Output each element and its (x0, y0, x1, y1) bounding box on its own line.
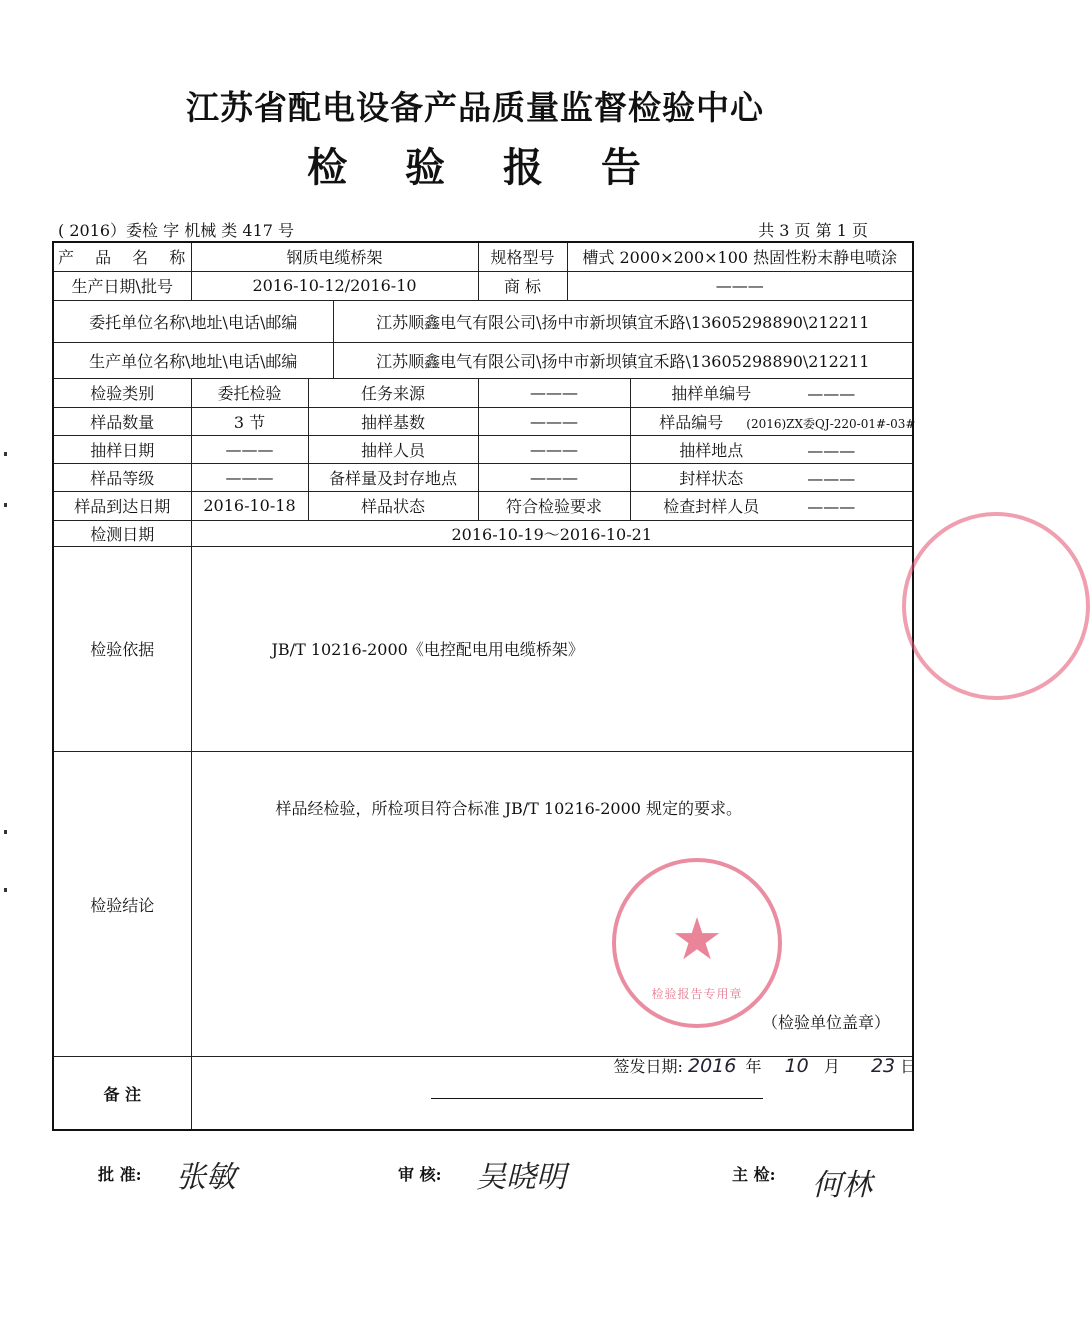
sample-no-value: (2016)ZX委QJ-220-01#-03# (746, 416, 916, 431)
label-cell (630, 463, 913, 491)
value-cell: ——— (478, 463, 630, 491)
scan-mark (4, 503, 7, 507)
table-row (53, 271, 913, 300)
value-cell: ——— (478, 378, 630, 407)
value-cell: 符合检验要求 (478, 491, 630, 520)
issuer-note: （检验单位盖章） (762, 1013, 891, 1033)
sign-day: 23 (870, 1055, 896, 1078)
chief-signature: 何林 (812, 1168, 872, 1203)
label-cell: 样品到达日期 (53, 491, 191, 520)
value-cell: ——— (191, 463, 308, 491)
approve-label: 批 准: (98, 1165, 142, 1184)
report-reference: ( 2016）委检 字 机械 类 417 号 (58, 221, 295, 240)
label-cell: 备 注 (53, 1057, 191, 1130)
edge-seal (902, 512, 1090, 700)
scan-mark (4, 830, 7, 834)
table-row (53, 300, 913, 342)
label-cell: 样品状态 (308, 491, 478, 520)
table-row (53, 378, 913, 407)
label-cell: 商 标 (478, 271, 567, 300)
seal-state-value: ——— (807, 468, 856, 488)
table-row (53, 546, 913, 751)
label-cell: 备样量及封存地点 (308, 463, 478, 491)
value-cell: 2016-10-18 (191, 491, 308, 520)
chief-label: 主 检: (732, 1165, 776, 1184)
label-cell: 样品等级 (53, 463, 191, 491)
value-cell: ——— (191, 435, 308, 463)
label-cell: 检测日期 (53, 520, 191, 546)
value-cell (191, 752, 917, 1078)
label-cell (630, 435, 913, 463)
seal-checker-value: ——— (807, 497, 856, 517)
seal-text: 检验报告专用章 (651, 987, 743, 1001)
conclusion-area (196, 796, 917, 1100)
sampling-place-value: ——— (807, 440, 856, 460)
approve-signature: 张敏 (176, 1160, 236, 1195)
value-cell (191, 546, 913, 751)
label-cell: 任务来源 (308, 378, 478, 407)
basis-text: JB/T 10216-2000《电控配电用电缆桥架》 (271, 640, 584, 660)
value-cell: 委托检验 (191, 378, 308, 407)
org-title: 江苏省配电设备产品质量监督检验中心 (186, 88, 764, 127)
label-cell: 样品数量 (53, 407, 191, 435)
inspection-table (52, 241, 917, 1131)
table-row (53, 491, 913, 520)
label-cell (630, 407, 916, 435)
sampling-place-label: 抽样地点 (679, 440, 744, 460)
scan-mark (4, 452, 7, 456)
label-cell (630, 378, 913, 407)
value-cell: 江苏顺鑫电气有限公司\扬中市新坝镇宜禾路\13605298890\212211 (333, 300, 913, 342)
star-icon: ★ (671, 905, 723, 973)
label-cell: 生产日期\批号 (53, 271, 191, 300)
label-cell (630, 491, 913, 520)
sign-month: 10 (784, 1055, 809, 1078)
label-cell: 检验依据 (53, 546, 191, 751)
review-signature: 吴晓明 (476, 1160, 566, 1195)
label-cell: 委托单位名称\地址\电话\邮编 (53, 300, 333, 342)
seal-state-label: 封样状态 (679, 468, 744, 488)
sign-date-label: 签发日期: (613, 1057, 683, 1077)
year-char: 年 (745, 1057, 762, 1077)
seal-checker-label: 检查封样人员 (663, 497, 760, 517)
report-title: 检 验 报 告 (307, 144, 663, 191)
value-cell: 钢质电缆桥架 (191, 242, 478, 271)
sign-date (614, 1054, 917, 1077)
table-row (53, 435, 913, 463)
label-cell: 抽样人员 (308, 435, 478, 463)
page-count: 共 3 页 第 1 页 (758, 221, 868, 240)
label-cell: 检验结论 (53, 752, 191, 1057)
table-row (53, 407, 913, 435)
review-label: 审 核: (398, 1165, 442, 1184)
day-char: 日 (900, 1057, 917, 1077)
label-cell: 产 品 名 称 (53, 242, 191, 271)
sampling-no-value: ——— (807, 384, 856, 404)
month-char: 月 (823, 1057, 840, 1077)
value-cell: 槽式 2000×200×100 热固性粉末静电喷涂 (567, 242, 913, 271)
conclusion-text: 样品经检验，所检项目符合标准 JB/T 10216-2000 规定的要求。 (275, 799, 743, 819)
value-cell: ——— (478, 407, 630, 435)
value-cell: ——— (478, 435, 630, 463)
value-cell: 3 节 (191, 407, 308, 435)
sampling-no-label: 抽样单编号 (671, 384, 752, 404)
value-cell: 2016-10-19～2016-10-21 (191, 520, 913, 546)
table-row (53, 752, 913, 1057)
inspection-seal (612, 858, 782, 1028)
value-cell: ——— (567, 271, 913, 300)
value-cell: 江苏顺鑫电气有限公司\扬中市新坝镇宜禾路\13605298890\212211 (333, 342, 913, 378)
table-row (53, 242, 913, 271)
table-row (53, 342, 913, 378)
value-cell: 2016-10-12/2016-10 (191, 271, 478, 300)
table-row (53, 520, 913, 546)
table-row (53, 463, 913, 491)
sign-year: 2016 (688, 1055, 737, 1078)
label-cell: 生产单位名称\地址\电话\邮编 (53, 342, 333, 378)
scan-mark (4, 888, 7, 892)
label-cell: 抽样日期 (53, 435, 191, 463)
label-cell: 检验类别 (53, 378, 191, 407)
sample-no-label: 样品编号 (659, 412, 724, 432)
label-cell: 抽样基数 (308, 407, 478, 435)
label-cell: 规格型号 (478, 242, 567, 271)
